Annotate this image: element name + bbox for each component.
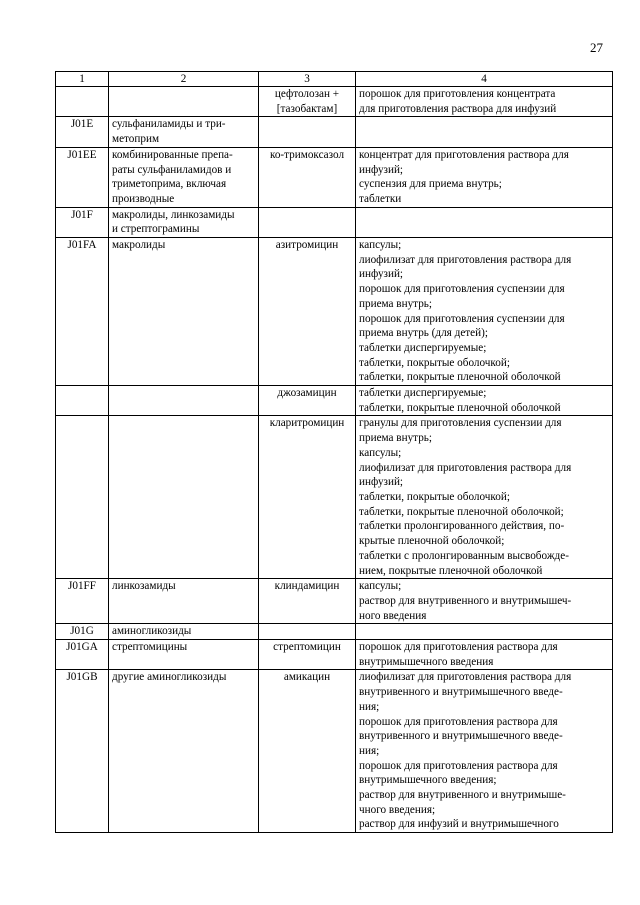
drug-name-line: азитромицин (275, 239, 339, 252)
drug-name-cell (259, 207, 356, 237)
dosage-forms-line: суспензия для приема внутрь; (359, 178, 502, 191)
column-number-2: 2 (109, 72, 259, 87)
atc-code-cell: J01F (56, 207, 109, 237)
dosage-forms-line: раствор для инфузий и внутримышечного (359, 818, 559, 831)
dosage-forms-line: для приготовления раствора для инфузий (359, 102, 557, 115)
dosage-forms-line: порошок для приготовления суспензии для (359, 283, 565, 296)
drug-list-table (55, 71, 613, 833)
drug-name-cell (259, 579, 356, 624)
dosage-forms-line: капсулы; (359, 446, 402, 459)
dosage-forms-line: таблетки, покрытые оболочкой; (359, 356, 510, 369)
dosage-forms-line: внутримышечного введения (359, 655, 494, 668)
dosage-forms-line: таблетки, покрытые оболочкой; (359, 490, 510, 503)
dosage-forms-line: капсулы; (359, 580, 402, 593)
dosage-forms-cell (356, 416, 613, 579)
atc-code-cell: J01E (56, 117, 109, 147)
group-name-line: раты сульфаниламидов и (112, 163, 232, 176)
dosage-forms-line: приема внутрь (для детей); (359, 327, 488, 340)
table-row (56, 147, 613, 207)
group-name-line: и стрептограмины (112, 223, 200, 236)
drug-name-line: [тазобактам] (276, 102, 338, 115)
dosage-forms-line: концентрат для приготовления раствора для (359, 148, 569, 161)
table-row (56, 624, 613, 640)
atc-code-cell: J01FF (56, 579, 109, 624)
group-name-line: производные (112, 192, 175, 205)
dosage-forms-line: ного введения (359, 609, 427, 622)
dosage-forms-line: раствор для внутривенного и внутримышеч- (359, 594, 572, 607)
group-name-line: комбинированные препа- (112, 148, 233, 161)
dosage-forms-cell (356, 207, 613, 237)
group-name-line: аминогликозиды (112, 625, 192, 638)
dosage-forms-line: лиофилизат для приготовления раствора для (359, 671, 572, 684)
table-row (56, 386, 613, 416)
atc-code-cell (56, 87, 109, 117)
group-name-cell (109, 386, 259, 416)
atc-code-cell (56, 386, 109, 416)
dosage-forms-line: приема внутрь; (359, 297, 432, 310)
dosage-forms-line: внутривенного и внутримышечного введе- (359, 686, 563, 699)
dosage-forms-line: таблетки (359, 192, 402, 205)
group-name-line: другие аминогликозиды (112, 671, 227, 684)
drug-name-line: клиндамицин (274, 580, 340, 593)
dosage-forms-line: чного введения; (359, 803, 436, 816)
dosage-forms-line: таблетки, покрытые пленочной оболочкой (359, 371, 561, 384)
group-name-cell (109, 640, 259, 670)
dosage-forms-cell (356, 238, 613, 386)
group-name-cell (109, 670, 259, 833)
dosage-forms-cell (356, 147, 613, 207)
dosage-forms-line: таблетки диспергируемые; (359, 341, 487, 354)
dosage-forms-line: гранулы для приготовления суспензии для (359, 417, 562, 430)
drug-name-cell (259, 87, 356, 117)
table-body (56, 72, 613, 833)
column-number-row (56, 72, 613, 87)
table-row (56, 670, 613, 833)
dosage-forms-line: крытые пленочной оболочкой; (359, 535, 505, 548)
drug-name-cell (259, 386, 356, 416)
dosage-forms-line: порошок для приготовления суспензии для (359, 312, 565, 325)
group-name-line: макролиды (112, 239, 166, 252)
group-name-line: метоприм (112, 133, 160, 146)
table-row (56, 416, 613, 579)
dosage-forms-cell (356, 670, 613, 833)
atc-code-cell: J01G (56, 624, 109, 640)
drug-name-line: джозамицин (277, 387, 337, 400)
group-name-cell (109, 147, 259, 207)
drug-name-cell (259, 117, 356, 147)
group-name-cell (109, 579, 259, 624)
dosage-forms-cell (356, 624, 613, 640)
group-name-cell (109, 207, 259, 237)
group-name-line: стрептомицины (112, 641, 188, 654)
dosage-forms-line: таблетки пролонгированного действия, по- (359, 520, 565, 533)
drug-name-cell (259, 238, 356, 386)
dosage-forms-line: порошок для приготовления раствора для (359, 641, 558, 654)
dosage-forms-line: лиофилизат для приготовления раствора для (359, 253, 572, 266)
column-number-4: 4 (356, 72, 613, 87)
dosage-forms-line: внутримышечного введения; (359, 774, 497, 787)
drug-name-cell (259, 416, 356, 579)
dosage-forms-line: внутривенного и внутримышечного введе- (359, 730, 563, 743)
drug-name-cell (259, 624, 356, 640)
column-number-1: 1 (56, 72, 109, 87)
group-name-cell (109, 624, 259, 640)
dosage-forms-line: порошок для приготовления раствора для (359, 715, 558, 728)
group-name-cell (109, 416, 259, 579)
atc-code-cell: J01GA (56, 640, 109, 670)
dosage-forms-line: инфузий; (359, 268, 404, 281)
dosage-forms-cell (356, 640, 613, 670)
table-row (56, 640, 613, 670)
dosage-forms-cell (356, 386, 613, 416)
drug-name-line: ко-тримоксазол (269, 148, 345, 161)
dosage-forms-line: ния; (359, 744, 380, 757)
dosage-forms-line: таблетки с пролонгированным высвобожде- (359, 549, 569, 562)
table-row (56, 207, 613, 237)
dosage-forms-line: приема внутрь; (359, 432, 432, 445)
drug-name-line: стрептомицин (273, 641, 341, 654)
dosage-forms-cell (356, 87, 613, 117)
group-name-line: сульфаниламиды и три- (112, 118, 226, 131)
group-name-cell (109, 238, 259, 386)
table-row (56, 117, 613, 147)
group-name-line: макролиды, линкозамиды (112, 208, 235, 221)
group-name-line: триметоприма, включая (112, 178, 227, 191)
table-row (56, 579, 613, 624)
dosage-forms-cell (356, 579, 613, 624)
dosage-forms-line: порошок для приготовления раствора для (359, 759, 558, 772)
dosage-forms-line: инфузий; (359, 476, 404, 489)
dosage-forms-line: таблетки, покрытые пленочной оболочкой (359, 401, 561, 414)
atc-code-cell (56, 416, 109, 579)
drug-name-cell (259, 147, 356, 207)
drug-name-cell (259, 670, 356, 833)
table-row (56, 87, 613, 117)
group-name-cell (109, 117, 259, 147)
group-name-line: линкозамиды (112, 580, 176, 593)
atc-code-cell: J01EE (56, 147, 109, 207)
dosage-forms-line: капсулы; (359, 239, 402, 252)
atc-code-cell: J01FA (56, 238, 109, 386)
dosage-forms-line: ния; (359, 700, 380, 713)
page-number: 27 (590, 40, 603, 55)
group-name-cell (109, 87, 259, 117)
atc-code-cell: J01GB (56, 670, 109, 833)
dosage-forms-line: таблетки, покрытые пленочной оболочкой; (359, 505, 564, 518)
table-row (56, 238, 613, 386)
dosage-forms-line: раствор для внутривенного и внутримыше- (359, 789, 566, 802)
drug-name-cell (259, 640, 356, 670)
drug-name-line: цефтолозан + (274, 88, 340, 100)
drug-name-line: амикацин (283, 671, 331, 684)
drug-name-line: кларитромицин (269, 417, 345, 430)
column-number-3: 3 (259, 72, 356, 87)
dosage-forms-line: порошок для приготовления концентрата (359, 88, 556, 100)
dosage-forms-line: нием, покрытые пленочной оболочкой (359, 564, 543, 577)
dosage-forms-line: инфузий; (359, 163, 404, 176)
dosage-forms-cell (356, 117, 613, 147)
dosage-forms-line: лиофилизат для приготовления раствора для (359, 461, 572, 474)
dosage-forms-line: таблетки диспергируемые; (359, 387, 487, 400)
